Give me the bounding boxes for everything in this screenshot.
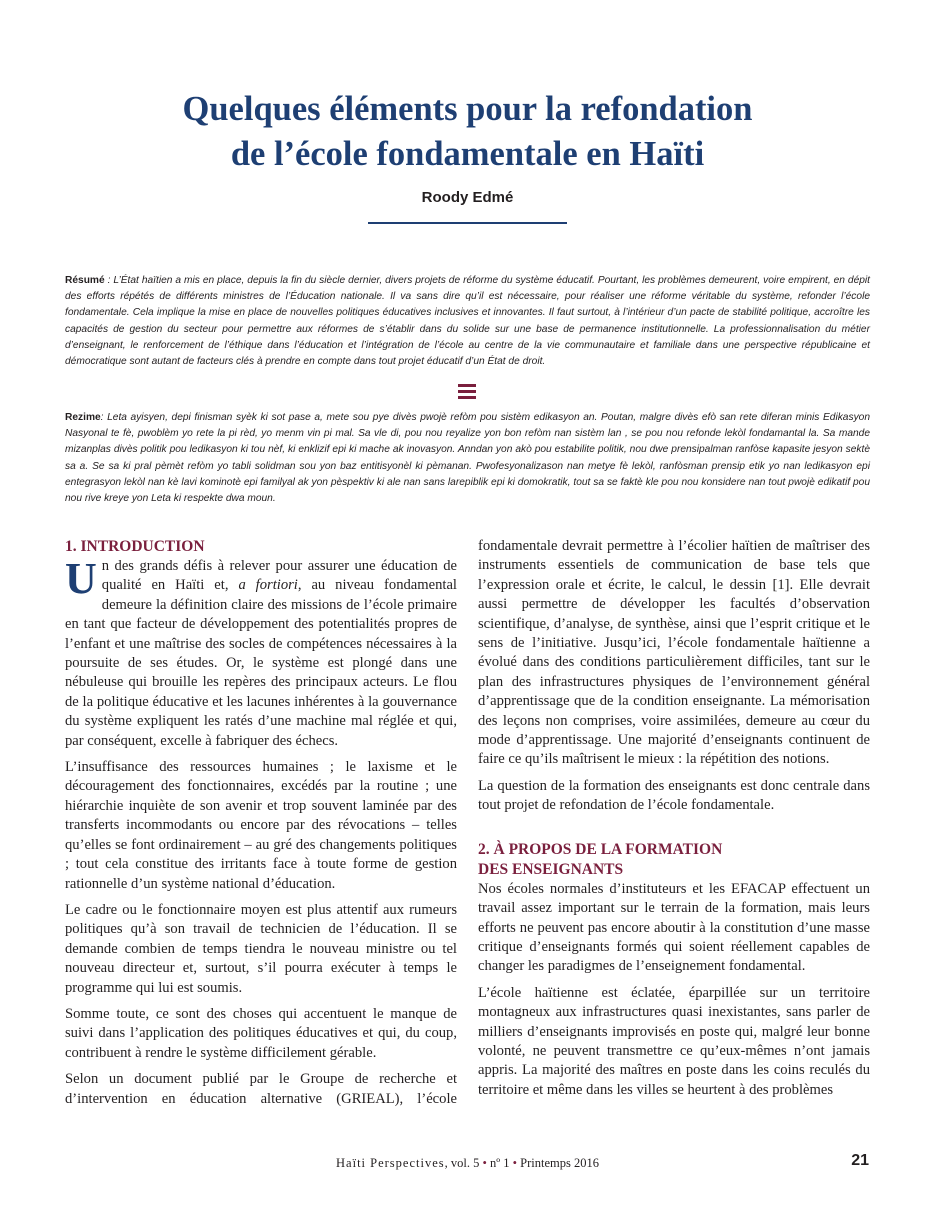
paragraph-text: n des grands défis à relever pour assurer une éducation de qualité en Haïti et, bbox=[101, 558, 457, 594]
paragraph: Nos écoles normales d’instituteurs et les EFACAP effectuent un travail assez important sur le terrain de la formation, mais leurs efforts ne peuvent pas encore aboutir à la constitution d’une masse critique d’enseignants formés qui soient réellement capables de changer les paradigmes de l’enseignement fondamental. bbox=[478, 880, 870, 975]
abstract-french-label: Résumé bbox=[65, 275, 105, 286]
section-heading-line-2: DES ENSEIGNANTS bbox=[478, 860, 624, 878]
bullet-icon: • bbox=[512, 1156, 518, 1170]
ornament-icon bbox=[458, 384, 476, 399]
journal-issue: nº 1 bbox=[486, 1156, 513, 1170]
journal-season: Printemps 2016 bbox=[517, 1156, 599, 1170]
journal-volume: , vol. 5 bbox=[444, 1156, 483, 1170]
author-name: Roody Edmé bbox=[421, 189, 514, 206]
abstract-french bbox=[65, 273, 870, 370]
column-right bbox=[478, 537, 870, 1107]
section-heading-line-1: 2. À PROPOS DE LA FORMATION bbox=[478, 840, 723, 858]
abstract-french-text: : L’État haïtien a mis en place, depuis la fin du siècle dernier, divers projets de réforme du système éducatif. Pourtant, les problèmes demeurent, voire empirent, en dépit des efforts répétés de différents ministres de l’Éducation nationale. Il va sans dire qu’il est nécessaire, pour réaliser une réforme véritable du système, refonder l’école fondamentale. Cela implique la mise en place de nouvelles politiques éducatives inclusives et innovantes. Il faut surtout, à l’intérieur d’un pacte de stabilité politique, accroître les capacités de gestion du secteur pour permettre aux réformes de s’établir dans du solide sur une base de permanence institutionnelle. La professionnalisation du métier d’enseignant, le renforcement de l’éthique dans l’éducation et l’intégration de l’école au centre de la vie communautaire et familiale dans une perspective républicaine et démocratique sont autant de facteurs clés à prendre en compte dans tout projet éducatif d’un État de droit. bbox=[65, 275, 870, 368]
page-number: 21 bbox=[851, 1152, 869, 1169]
journal-name: Haïti Perspectives bbox=[336, 1156, 445, 1170]
paragraph bbox=[65, 554, 457, 751]
paragraph: Le cadre ou le fonctionnaire moyen est plus attentif aux rumeurs politiques qu’à son travail de technicien de l’éducation. Il se demande combien de temps tiendra le nouveau ministre ou tel nouveau directeur et, surtout, s’il pourra exécuter à temps le programme qui lui est soumis. bbox=[65, 901, 457, 996]
abstract-creole-text: : Leta ayisyen, depi finisman syèk ki sot pase a, mete sou pye divès pwojè refòm pou sistèm edikasyon an. Poutan, malgre divès efò san rete diferan minis Edikasyon Nasyonal te fè, pwoblèm yo rete la pi rèd, yo menm vin pi mal. Sa vle di, pou nou reyalize yon bon refòm nan sistèm lan , se pou nou refonde lekòl fondamantal la. Sa mande mizanplas divès politik pou ledikasyon ki tou nèf, ki enklizif epi ki mache ak inovasyon. Anndan yon akò pou estabilite politik, nou dwe prensipalman ranfòse kapasite jesyon sektè sa a. Se sa ki pral pèmèt refòm yo tabli solidman sou yon baz entitisyonèl ki pèmanan. Pwofesyonalizason nan metye fè lekòl, ranfòsman prensip etik yo nan ledikasyon epi entegrasyon lekòl nan kè lavi kominotè epi familyal ak yon pèspektiv ki ale nan sans larepiblik epi ki domokratik, tout sa se faktè kle pou nou konsidere nan tout pwojè edikatif pou nou rive kreye yon Leta ki respekte dwa moun. bbox=[65, 412, 870, 505]
title-line-2: de l’école fondamentale en Haïti bbox=[230, 135, 705, 173]
section-heading-formation bbox=[478, 840, 870, 880]
drop-cap: U bbox=[65, 554, 97, 603]
article-title bbox=[0, 87, 935, 177]
paragraph: L’école haïtienne est éclatée, éparpillée sur un territoire montagneux aux infrastructures quasi inexistantes, sans parler de milliers d’enseignants improvisés en poste qui, malgré leur bonne volonté, ne peuvent transmettre ce qu’eux-mêmes n’ont jamais appris. La majorité des maîtres en poste dans les coins reculés du territoire et même dans les villes se heurtent à des problèmes bbox=[478, 984, 870, 1098]
paragraph-continued: fondamentale devrait permettre à l’écolier haïtien de maîtriser des instruments essentiels de communication de base tels que l’expression orale et écrite, le calcul, le dessin [1]. Elle devrait aussi permettre de développer les facultés d’observation scientifique, d’analyse, de synthèse, ainsi que l’esprit critique et le sens de l’initiative. Jusqu’ici, l’école fondamentale haïtienne a évolué dans des conditions particulièrement difficiles, tant sur le plan des infrastructures physiques de l’environnement général d’apprentissage que de la condition enseignante. La mémorisation des leçons non comprises, voire assimilées, demeure au cœur du mode d’apprentissage. Une majorité d’enseignants continuent de faire ce qu’ils maîtrisent le mieux : la répétition des notions. bbox=[478, 538, 870, 768]
paragraph-text: , au niveau fondamental demeure la définition claire des missions de l’école primaire en tant que facteur de développement des potentialités propres de l’enfant et une maîtrise des socles de compétences nécessaires à la poursuite de ses études. Or, le système est plongé dans une nébuleuse qui brouille les repères des principaux acteurs. Le flou de la politique éducative et les lacunes inhérentes à la gouvernance du système expliquent les ratés d’une machine mal réglée et qui, par conséquent, excelle à fabriquer des échecs. bbox=[65, 577, 457, 749]
paragraph: Selon un document publié par le Groupe de recherche et d’intervention en éducation alternative (GRIEAL), l’école bbox=[65, 1071, 457, 1107]
column-left bbox=[65, 537, 457, 1116]
abstract-creole bbox=[65, 410, 870, 507]
abstract-creole-label: Rezime bbox=[65, 412, 101, 423]
author-divider bbox=[368, 222, 567, 224]
section-heading-introduction: 1. INTRODUCTION bbox=[65, 538, 205, 555]
paragraph: La question de la formation des enseignants est donc centrale dans tout projet de refondation de l’école fondamentale. bbox=[478, 777, 870, 814]
paragraph: Somme toute, ce sont des choses qui accentuent le manque de suivi dans l’application des politiques éducatives et qui, du coup, contribuent à rendre le système difficilement gérable. bbox=[65, 1005, 457, 1061]
page-footer bbox=[0, 1156, 935, 1171]
paragraph: L’insuffisance des ressources humaines ; le laxisme et le découragement des fonctionnaires, excédés par la routine ; une hiérarchie inquiète de son avenir et trop souvent laminée par des transferts incommodants ou encore par des révocations – telles qu’elles se font ordinairement – au gré des changements politiques ; tout cela constitue des irritants face à toute forme de gestion rationnelle d’un système national d’éducation. bbox=[65, 759, 457, 892]
emphasis-text: a fortiori bbox=[238, 577, 298, 594]
bullet-icon: • bbox=[482, 1156, 487, 1170]
title-line-1: Quelques éléments pour la refondation bbox=[182, 90, 753, 128]
